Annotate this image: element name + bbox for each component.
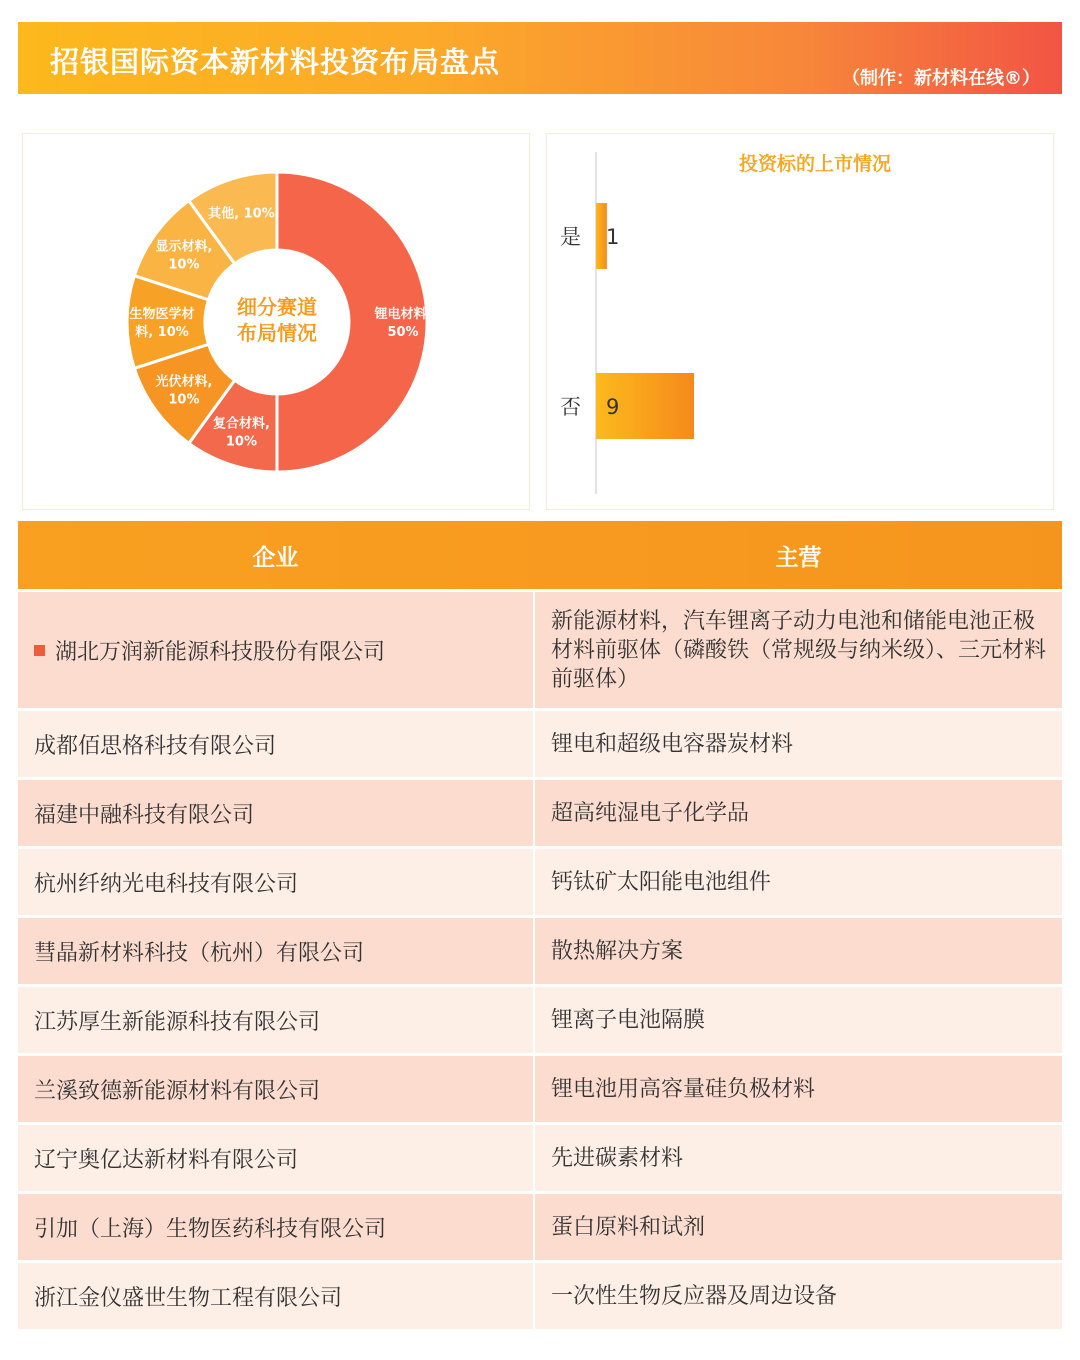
business-cell bbox=[535, 987, 1062, 1053]
bar-chart-panel bbox=[546, 133, 1054, 510]
table-row bbox=[18, 1056, 1062, 1122]
credit-label: （制作：新材料在线®） bbox=[842, 68, 1040, 89]
header-banner bbox=[18, 22, 1062, 94]
bar-chart-title: 投资标的上市情况 bbox=[738, 153, 892, 175]
table-row bbox=[18, 1263, 1062, 1329]
donut-center-label: 细分赛道 bbox=[237, 295, 317, 319]
donut-label: 复合材料, bbox=[212, 416, 270, 432]
company-cell bbox=[18, 592, 533, 708]
table-row bbox=[18, 592, 1062, 708]
donut-label: 10% bbox=[225, 434, 258, 450]
business-cell bbox=[535, 711, 1062, 777]
donut-chart bbox=[23, 134, 529, 509]
bar-category-label: 否 bbox=[560, 395, 581, 419]
business-cell bbox=[535, 1194, 1062, 1260]
business-text: 锂电池用高容量硅负极材料 bbox=[551, 1076, 816, 1102]
business-cell bbox=[535, 918, 1062, 984]
donut-label: 光伏材料, bbox=[155, 374, 213, 390]
business-text: 新能源材料，汽车锂离子动力电池和储能电池正极材料前驱体（磷酸铁（常规级与纳米级）、三元材料前驱体） bbox=[551, 608, 1047, 692]
company-cell bbox=[18, 1194, 533, 1260]
company-cell bbox=[18, 1125, 533, 1191]
company-name: 成都佰思格科技有限公司 bbox=[34, 733, 277, 759]
company-name: 彗晶新材料科技（杭州）有限公司 bbox=[34, 940, 365, 966]
bar-value-label: 1 bbox=[606, 225, 620, 249]
business-cell bbox=[535, 780, 1062, 846]
table-row bbox=[18, 711, 1062, 777]
business-cell bbox=[535, 1056, 1062, 1122]
donut-label: 50% bbox=[387, 325, 419, 340]
business-text: 散热解决方案 bbox=[551, 938, 684, 964]
donut-label: 生物医学材 bbox=[129, 307, 195, 322]
table-row bbox=[18, 1194, 1062, 1260]
business-cell bbox=[535, 849, 1062, 915]
company-cell bbox=[18, 987, 533, 1053]
table-row bbox=[18, 987, 1062, 1053]
company-name: 湖北万润新能源科技股份有限公司 bbox=[55, 639, 386, 665]
business-text: 锂电和超级电容器炭材料 bbox=[551, 731, 794, 757]
business-cell bbox=[535, 592, 1062, 708]
company-cell bbox=[18, 1056, 533, 1122]
company-name: 引加（上海）生物医药科技有限公司 bbox=[34, 1216, 387, 1242]
donut-label: 显示材料, bbox=[155, 239, 213, 255]
donut-label: 料, 10% bbox=[135, 325, 189, 340]
investment-table bbox=[18, 521, 1062, 1329]
business-text: 一次性生物反应器及周边设备 bbox=[551, 1283, 838, 1309]
company-name: 福建中融科技有限公司 bbox=[34, 802, 255, 828]
donut-chart-panel bbox=[22, 133, 530, 510]
business-text: 先进碳素材料 bbox=[551, 1145, 684, 1171]
company-name: 兰溪致德新能源材料有限公司 bbox=[34, 1078, 321, 1104]
bar-value-label: 9 bbox=[606, 395, 620, 419]
company-cell bbox=[18, 1263, 533, 1329]
header-company: 企业 bbox=[252, 544, 299, 571]
header-business: 主营 bbox=[775, 544, 822, 571]
page-title: 招银国际资本新材料投资布局盘点 bbox=[50, 45, 501, 79]
donut-label: 其他, 10% bbox=[208, 206, 275, 222]
table-row bbox=[18, 780, 1062, 846]
business-text: 锂离子电池隔膜 bbox=[551, 1007, 706, 1033]
donut-center-label: 布局情况 bbox=[237, 321, 317, 345]
business-cell bbox=[535, 1263, 1062, 1329]
company-cell bbox=[18, 918, 533, 984]
company-name: 杭州纤纳光电科技有限公司 bbox=[34, 871, 299, 897]
business-cell bbox=[535, 1125, 1062, 1191]
company-name: 江苏厚生新能源科技有限公司 bbox=[34, 1009, 321, 1035]
table-row bbox=[18, 1125, 1062, 1191]
table-body bbox=[18, 592, 1062, 1329]
company-cell bbox=[18, 780, 533, 846]
table-row bbox=[18, 849, 1062, 915]
company-cell bbox=[18, 849, 533, 915]
donut-label: 10% bbox=[168, 257, 200, 273]
square-marker-icon bbox=[34, 645, 45, 656]
donut-label: 锂电材料, bbox=[374, 307, 432, 322]
company-name: 辽宁奥亿达新材料有限公司 bbox=[34, 1147, 299, 1173]
table-header bbox=[18, 521, 1062, 589]
company-cell bbox=[18, 711, 533, 777]
bar-category-label: 是 bbox=[560, 225, 581, 249]
donut-label: 10% bbox=[168, 392, 200, 408]
bar-chart bbox=[547, 134, 1053, 509]
table-row bbox=[18, 918, 1062, 984]
business-text: 超高纯湿电子化学品 bbox=[551, 800, 750, 826]
business-text: 钙钛矿太阳能电池组件 bbox=[551, 869, 772, 895]
business-text: 蛋白原料和试剂 bbox=[551, 1214, 706, 1240]
company-name: 浙江金仪盛世生物工程有限公司 bbox=[34, 1285, 343, 1311]
